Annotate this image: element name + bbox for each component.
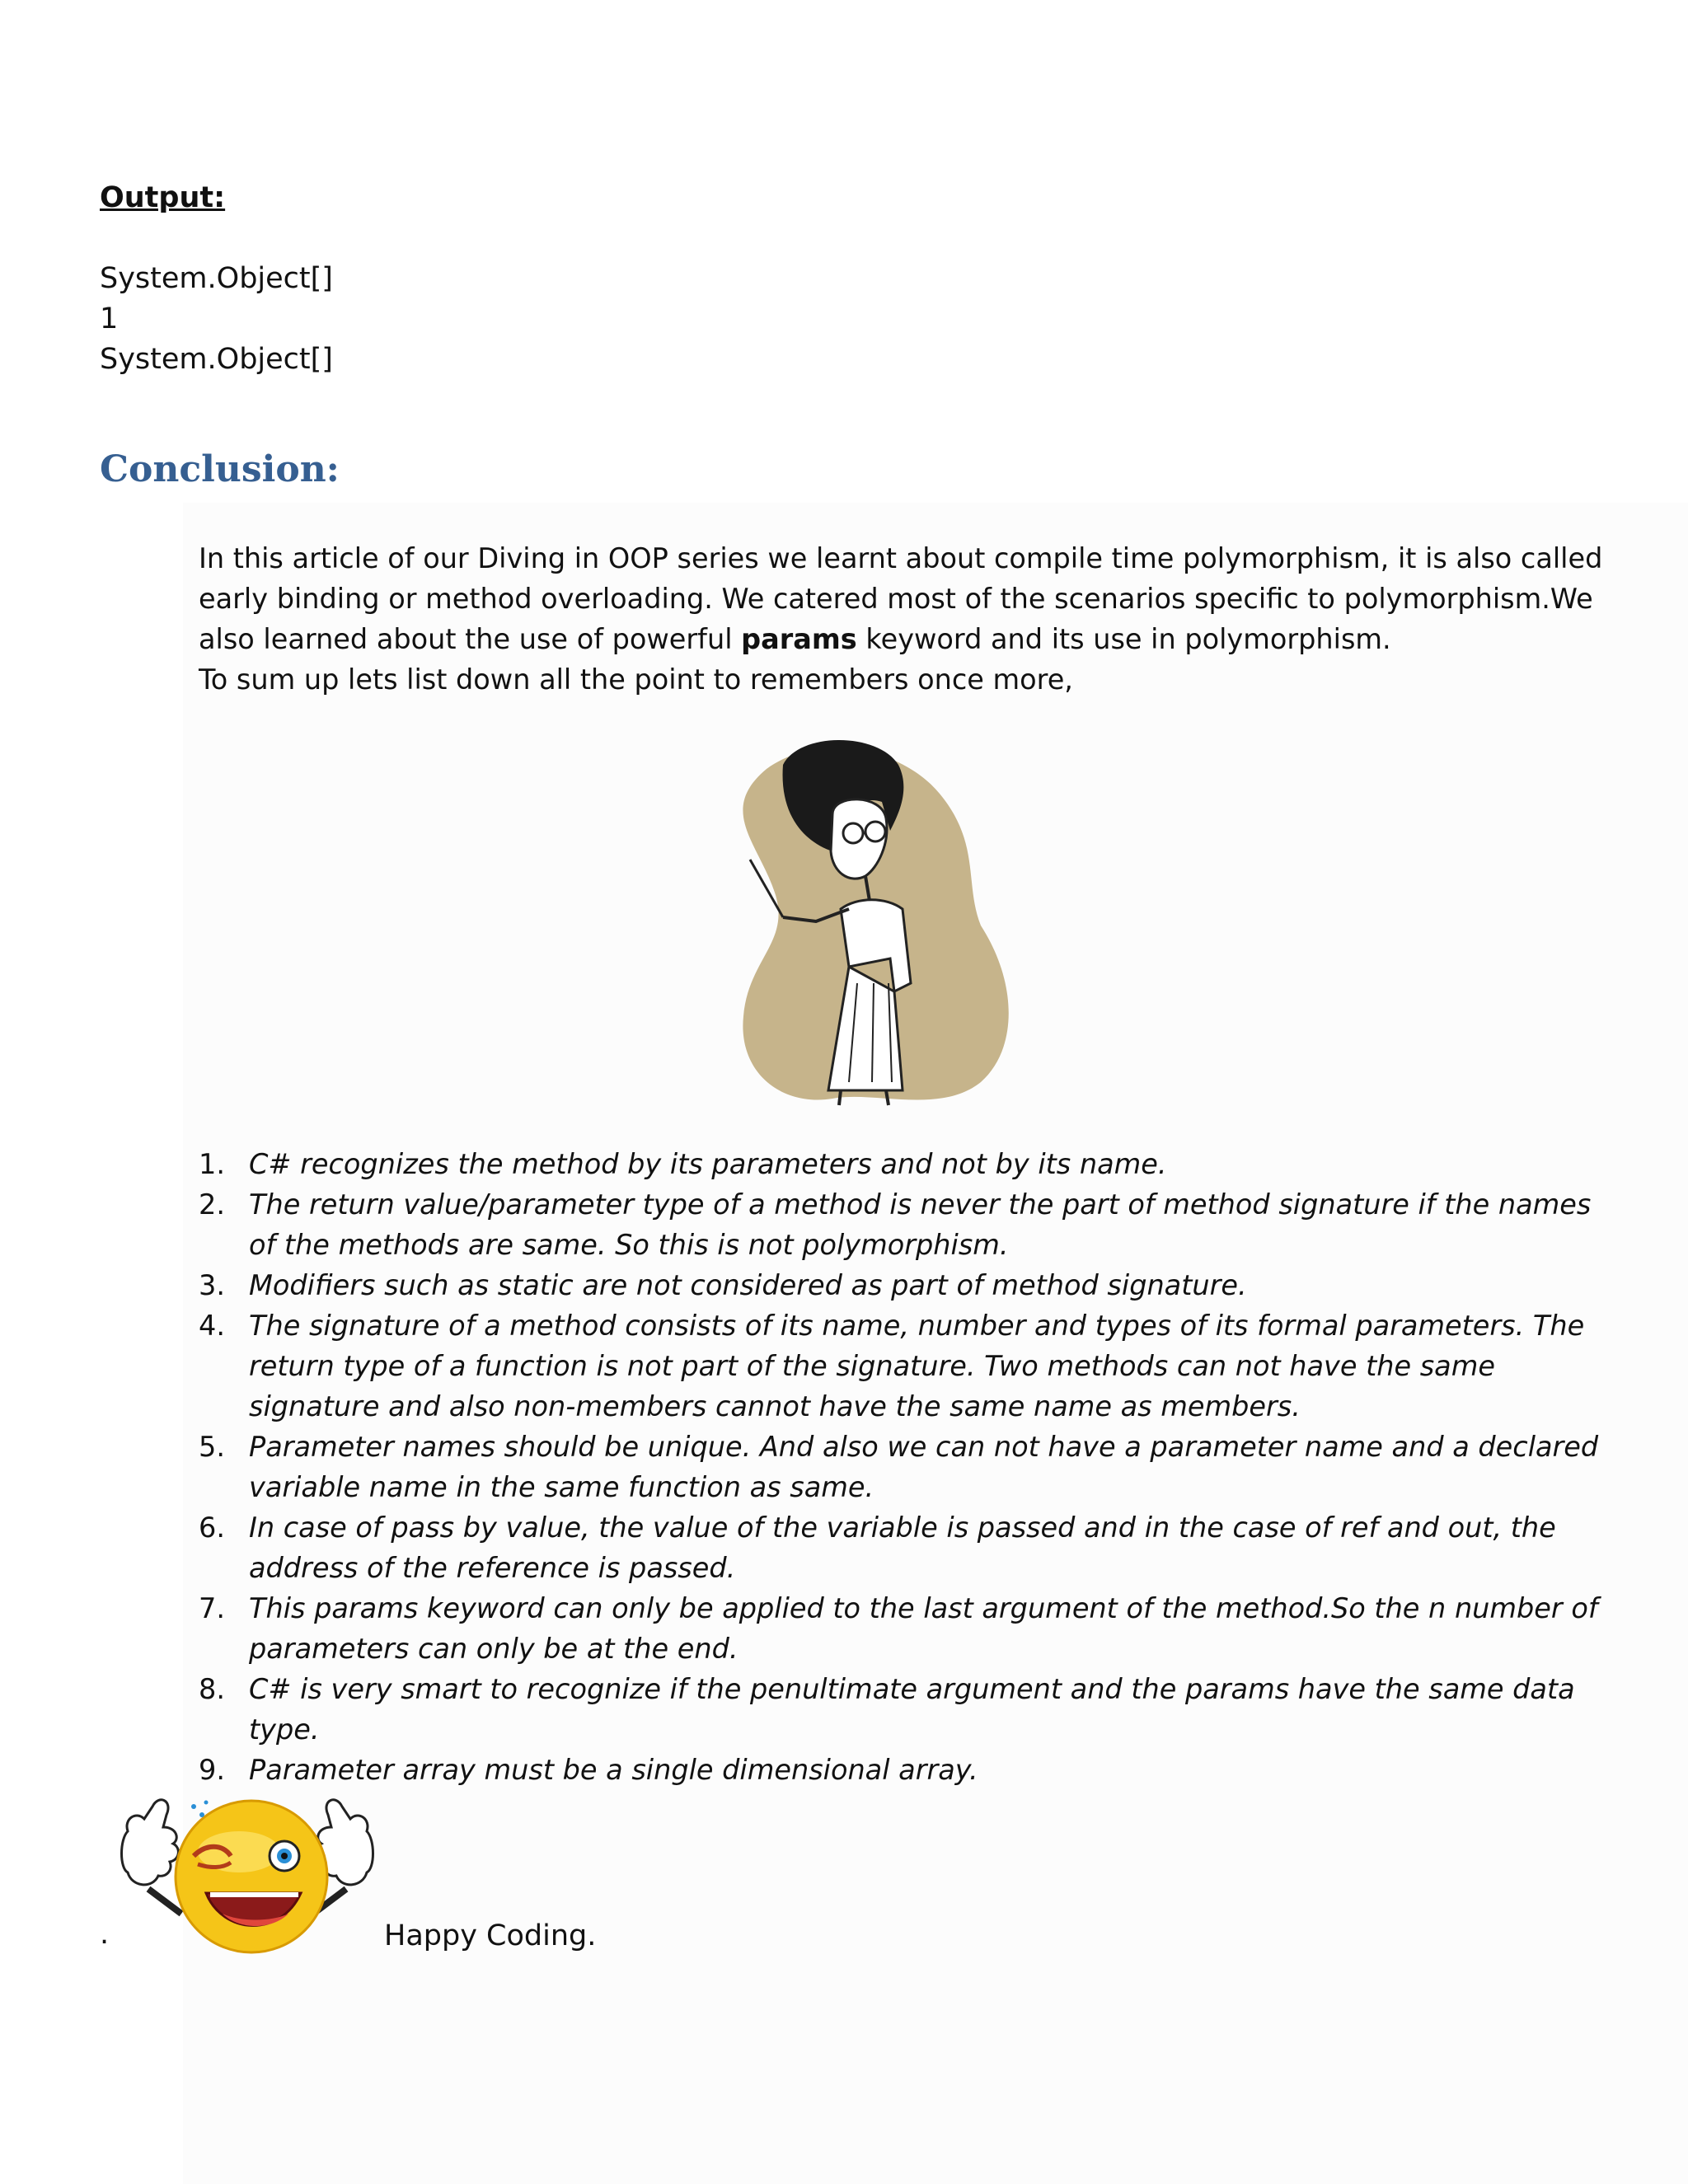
output-line: System.Object[] — [100, 262, 333, 295]
list-item-text: In case of pass by value, the value of the variable is passed and in the case of ref and out, the address of the reference is passed. — [249, 1511, 1556, 1584]
list-item-text: The signature of a method consists of its name, number and types of its formal parameters. The return type of a function is not part of the signature. Two methods can not have the same signature and also non-members cannot have the same name as members. — [249, 1310, 1585, 1422]
list-number: 8. — [199, 1673, 225, 1705]
list-item-text: Parameter names should be unique. And also we can not have a parameter name and a declared variable name in the same function as same. — [249, 1431, 1599, 1503]
list-number: 2. — [199, 1188, 225, 1221]
list-item-text: Modifiers such as static are not considered as part of method signature. — [249, 1269, 1247, 1301]
output-line: System.Object[] — [100, 343, 333, 376]
intro-paragraph — [199, 538, 1616, 659]
list-number: 1. — [199, 1148, 225, 1180]
list-number: 7. — [199, 1592, 225, 1624]
list-item-text: The return value/parameter type of a method is never the part of method signature if the names of the methods are same. So this is not polymorphism. — [249, 1188, 1592, 1261]
leading-dot: . — [100, 1918, 110, 1951]
summary-list — [199, 1144, 1625, 1790]
list-item — [199, 1669, 1625, 1750]
list-number: 4. — [199, 1310, 225, 1342]
output-line: 1 — [100, 302, 119, 335]
list-item — [199, 1427, 1625, 1507]
intro-text: In this article of our Diving in OOP series we learnt about compile time polymorphism, it is also called early binding or method overloading. We catered most of the scenarios specific to polymorphism.We also learned about the use of powerful — [199, 542, 1603, 655]
list-item — [199, 1265, 1625, 1305]
output-block — [100, 259, 333, 380]
list-item-text: C# is very smart to recognize if the penultimate argument and the params have the same data type. — [249, 1673, 1575, 1746]
list-number: 6. — [199, 1511, 225, 1544]
list-number: 3. — [199, 1269, 225, 1301]
list-number: 5. — [199, 1431, 225, 1463]
list-item-text: Parameter array must be a single dimensional array. — [249, 1754, 978, 1786]
params-keyword: params — [741, 623, 857, 655]
list-item-text: This params keyword can only be applied to the last argument of the method.So the n number of parameters can only be at the end. — [249, 1592, 1598, 1665]
conclusion-intro — [199, 538, 1616, 700]
conclusion-heading: Conclusion: — [100, 448, 340, 490]
list-item — [199, 1184, 1625, 1265]
list-item-text: C# recognizes the method by its parameters and not by its name. — [249, 1148, 1167, 1180]
intro-text-end: keyword and its use in polymorphism. — [856, 623, 1391, 655]
output-label: Output: — [100, 181, 226, 214]
list-item — [199, 1507, 1625, 1588]
intro-summary-line: To sum up lets list down all the point to remembers once more, — [199, 663, 1073, 696]
list-item — [199, 1588, 1625, 1669]
list-item — [199, 1750, 1625, 1790]
list-item — [199, 1144, 1625, 1184]
teacher-illustration-icon — [734, 736, 1030, 1107]
smiley-thumbs-up-icon — [115, 1790, 379, 1955]
list-number: 9. — [199, 1754, 225, 1786]
sign-off-text: Happy Coding. — [384, 1919, 597, 1952]
list-item — [199, 1305, 1625, 1427]
